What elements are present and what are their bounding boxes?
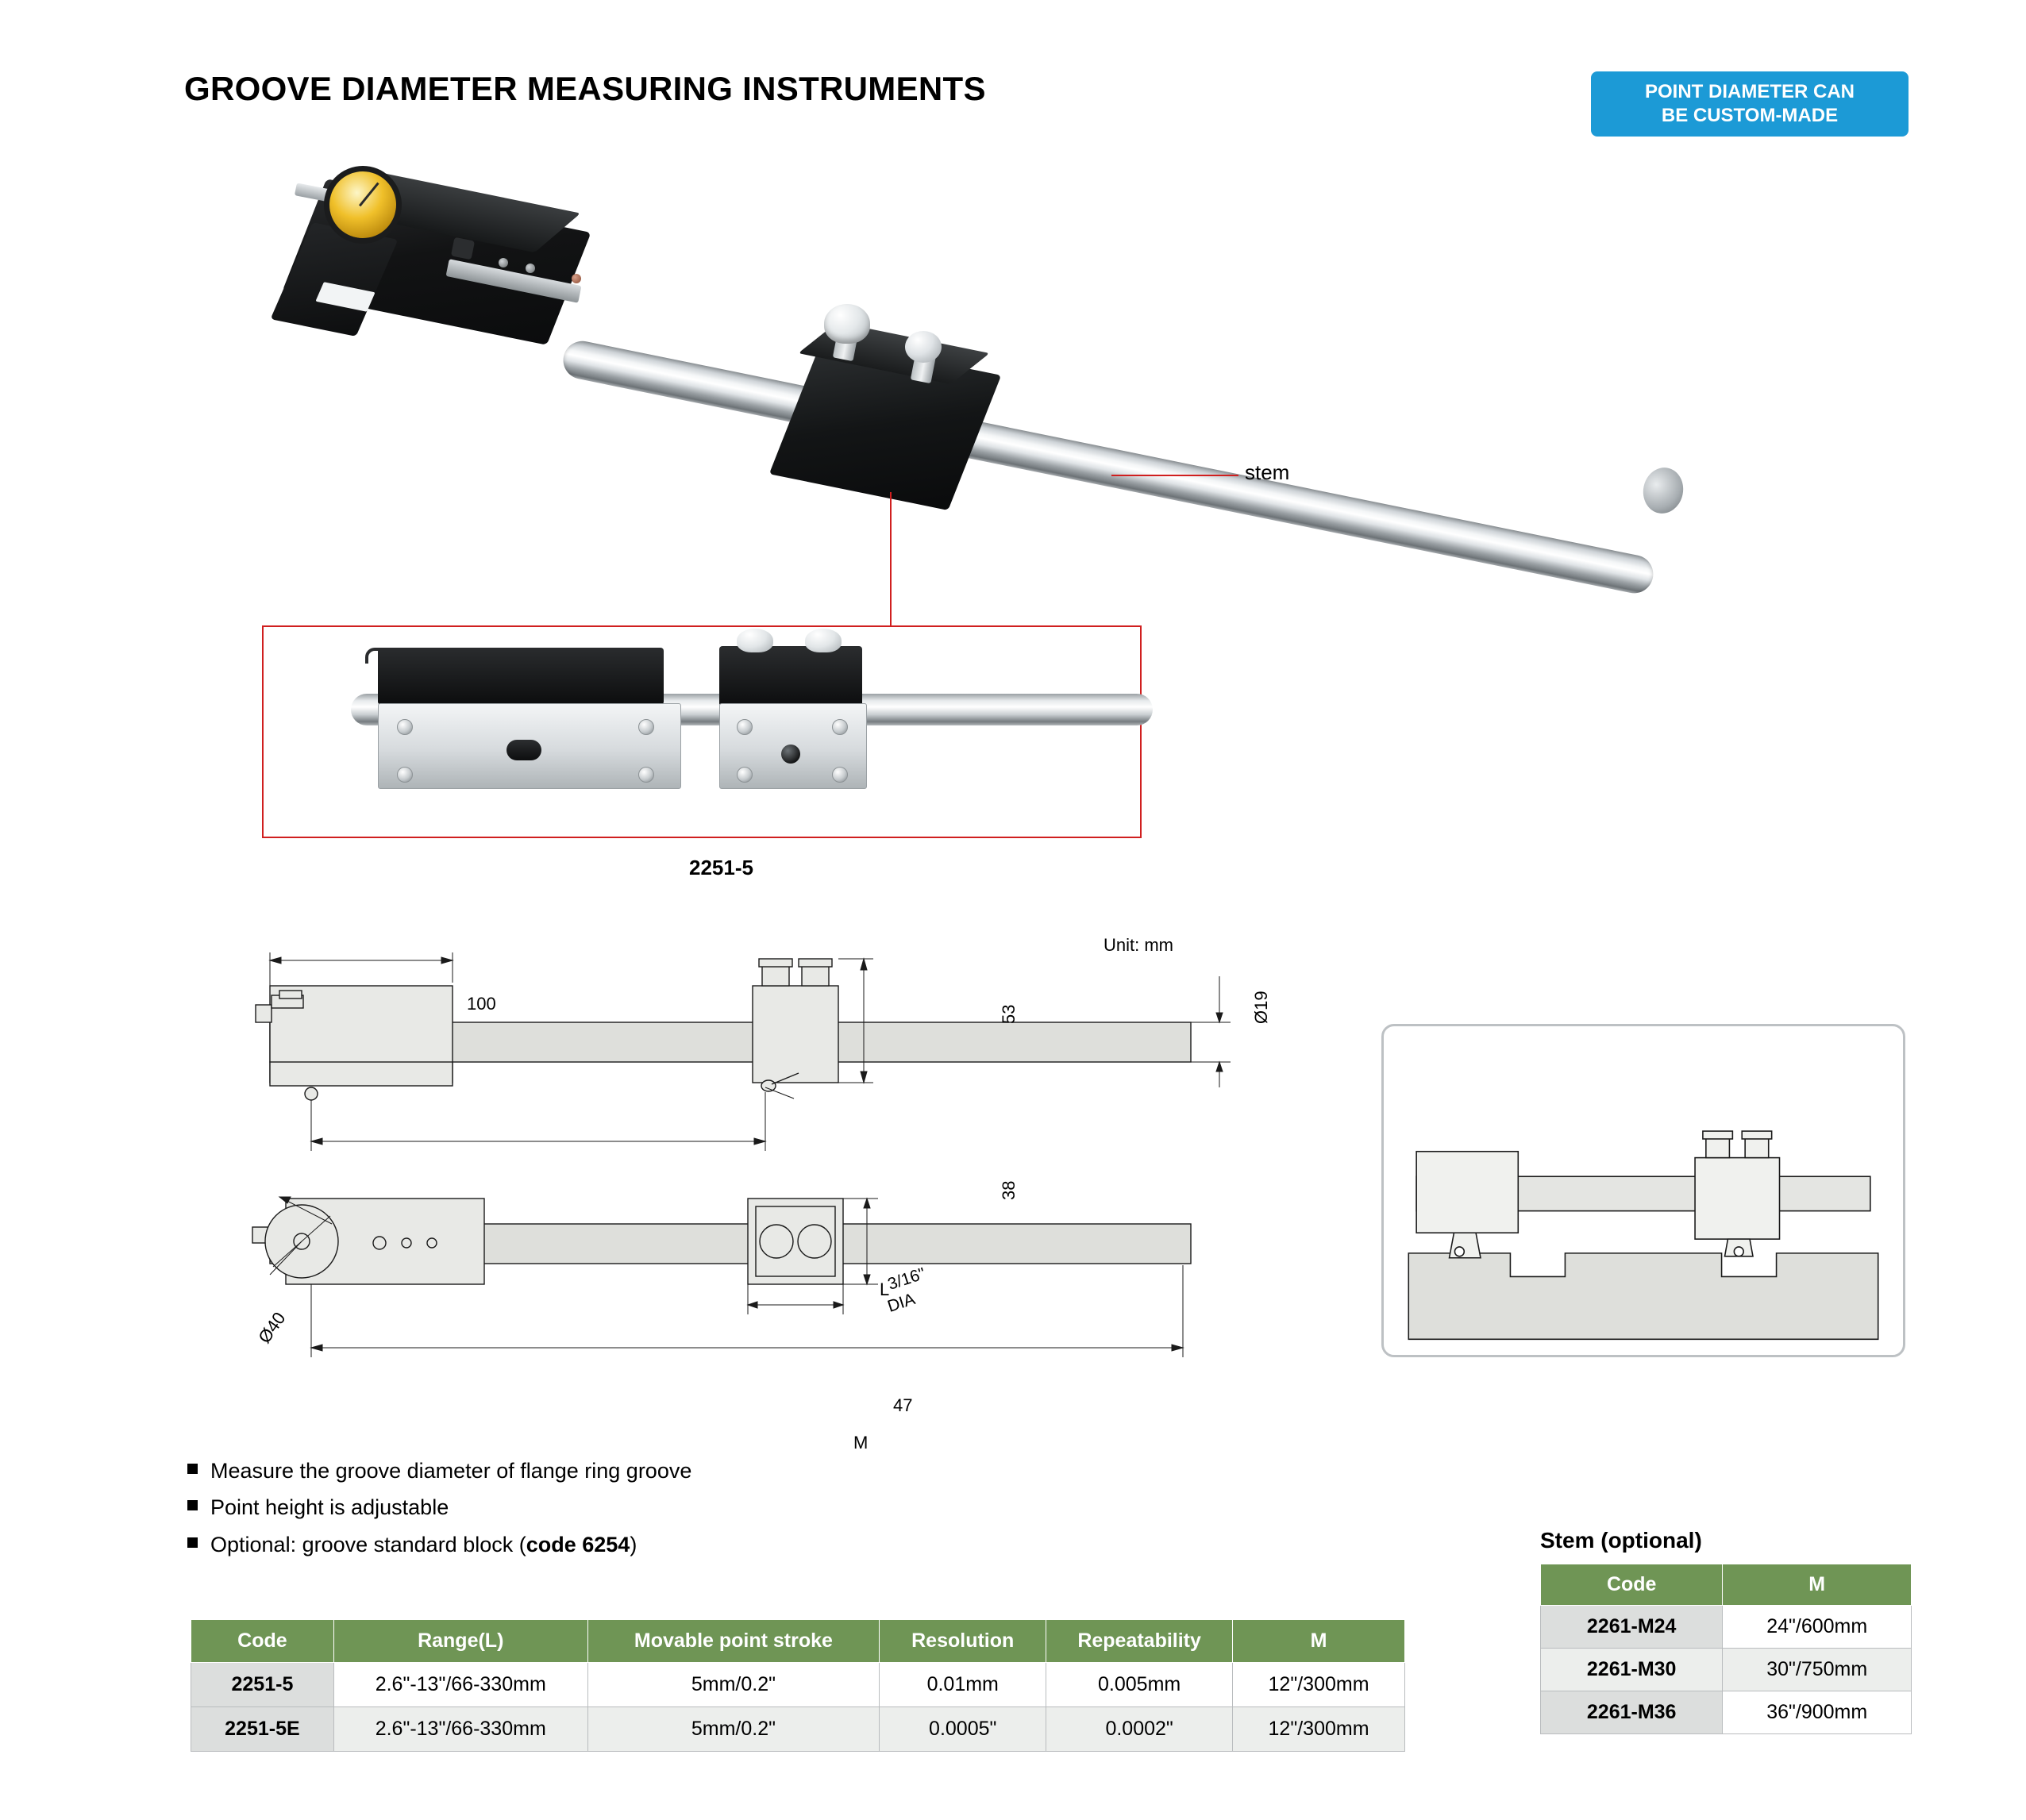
th-m: M bbox=[1233, 1620, 1405, 1663]
feature-text: Point height is adjustable bbox=[210, 1495, 449, 1520]
closeup-screw-6-graphic bbox=[832, 719, 848, 735]
table-row bbox=[191, 1707, 1405, 1752]
cell-repeatability: 0.0002" bbox=[1046, 1707, 1233, 1752]
stem-table-row bbox=[1541, 1691, 1912, 1734]
stem-leader-line bbox=[1111, 475, 1238, 476]
point-dia-label-2: DIA bbox=[885, 1290, 918, 1316]
stem-options-table bbox=[1540, 1564, 1912, 1734]
optional-suffix: ) bbox=[630, 1532, 637, 1556]
feature-text-optional bbox=[210, 1526, 637, 1563]
badge-line-2: BE CUSTOM-MADE bbox=[1661, 105, 1839, 126]
cell-m: 12"/300mm bbox=[1233, 1663, 1405, 1707]
th-stroke: Movable point stroke bbox=[587, 1620, 880, 1663]
technical-drawing bbox=[238, 929, 1238, 1397]
cell-code: 2251-5 bbox=[191, 1663, 334, 1707]
table-row bbox=[191, 1663, 1405, 1707]
closeup-screw-2-graphic bbox=[638, 719, 654, 735]
cell-repeatability: 0.005mm bbox=[1046, 1663, 1233, 1707]
closeup-screw-8-graphic bbox=[832, 767, 848, 783]
closeup-screw-3-graphic bbox=[397, 767, 413, 783]
stem-end-cap-graphic bbox=[1639, 464, 1688, 518]
dim-47-label: 47 bbox=[893, 1395, 913, 1415]
carriage-knob-2-graphic bbox=[905, 331, 942, 363]
cell-stroke: 5mm/0.2" bbox=[587, 1663, 880, 1707]
stem-table-header-row bbox=[1541, 1564, 1912, 1606]
cell-range: 2.6"-13"/66-330mm bbox=[333, 1663, 587, 1707]
stem-shaft-graphic bbox=[560, 337, 1656, 596]
cell-m: 12"/300mm bbox=[1233, 1707, 1405, 1752]
th-resolution: Resolution bbox=[880, 1620, 1046, 1663]
th-stem-m: M bbox=[1723, 1564, 1912, 1606]
th-code: Code bbox=[191, 1620, 334, 1663]
stem-table-title: Stem (optional) bbox=[1540, 1528, 1702, 1553]
optional-code: code 6254 bbox=[526, 1532, 630, 1556]
badge-line-1: POINT DIAMETER CAN bbox=[1645, 81, 1855, 102]
cell-code: 2251-5E bbox=[191, 1707, 334, 1752]
bullet-square-icon bbox=[187, 1537, 198, 1548]
custom-made-badge bbox=[1591, 71, 1909, 137]
unit-label: Unit: mm bbox=[1104, 935, 1173, 955]
carriage-knob-1-graphic bbox=[824, 304, 870, 344]
product-photo-closeup bbox=[262, 625, 1142, 838]
cell-stem-code: 2261-M36 bbox=[1541, 1691, 1723, 1734]
optional-prefix: Optional: groove standard block ( bbox=[210, 1532, 526, 1556]
cell-stroke: 5mm/0.2" bbox=[587, 1707, 880, 1752]
dim-40-label: Ø40 bbox=[254, 1308, 290, 1347]
cell-resolution: 0.0005" bbox=[880, 1707, 1046, 1752]
cell-range: 2.6"-13"/66-330mm bbox=[333, 1707, 587, 1752]
dim-53-label: 53 bbox=[999, 1004, 1019, 1024]
closeup-connector bbox=[857, 492, 1000, 635]
page-title: GROOVE DIAMETER MEASURING INSTRUMENTS bbox=[184, 70, 986, 107]
head-screw-3-graphic bbox=[572, 274, 581, 283]
closeup-screw-4-graphic bbox=[638, 767, 654, 783]
closeup-screw-5-graphic bbox=[737, 719, 753, 735]
badge-text bbox=[1645, 80, 1855, 128]
th-stem-code: Code bbox=[1541, 1564, 1723, 1606]
stem-callout-label: stem bbox=[1245, 460, 1290, 484]
dim-L-label: L bbox=[880, 1279, 890, 1299]
cell-resolution: 0.01mm bbox=[880, 1663, 1046, 1707]
dim-M-label: M bbox=[853, 1433, 869, 1453]
cell-stem-code: 2261-M24 bbox=[1541, 1606, 1723, 1649]
table-header-row bbox=[191, 1620, 1405, 1663]
feature-text: Measure the groove diameter of flange ring groove bbox=[210, 1459, 692, 1483]
closeup-screw-7-graphic bbox=[737, 767, 753, 783]
closeup-screw-1-graphic bbox=[397, 719, 413, 735]
specifications-table bbox=[191, 1619, 1405, 1752]
cell-stem-m: 36"/900mm bbox=[1723, 1691, 1912, 1734]
cell-stem-m: 30"/750mm bbox=[1723, 1649, 1912, 1691]
feature-item bbox=[187, 1453, 691, 1489]
cell-stem-code: 2261-M30 bbox=[1541, 1649, 1723, 1691]
dim-38-label: 38 bbox=[999, 1180, 1019, 1200]
closeup-head-dark-graphic bbox=[378, 648, 664, 705]
dim-100-label: 100 bbox=[467, 994, 496, 1014]
closeup-knob-1-graphic bbox=[737, 629, 773, 652]
head-screw-2-graphic bbox=[526, 264, 535, 273]
feature-item-optional bbox=[187, 1526, 691, 1563]
point-dia-label-1: 3/16" bbox=[885, 1264, 928, 1294]
application-illustration bbox=[1381, 1024, 1905, 1357]
head-button-graphic bbox=[451, 237, 475, 260]
bullet-square-icon bbox=[187, 1500, 198, 1510]
feature-item bbox=[187, 1489, 691, 1526]
closeup-carriage-dark-graphic bbox=[719, 646, 862, 706]
closeup-point-graphic bbox=[506, 740, 541, 760]
dim-19-label: Ø19 bbox=[1251, 991, 1271, 1024]
closeup-caption: 2251-5 bbox=[689, 856, 753, 879]
th-range: Range(L) bbox=[333, 1620, 587, 1663]
closeup-center-boss-graphic bbox=[781, 745, 800, 764]
head-screw-1-graphic bbox=[499, 258, 508, 267]
bullet-square-icon bbox=[187, 1464, 198, 1474]
stem-table-row bbox=[1541, 1649, 1912, 1691]
stem-table-row bbox=[1541, 1606, 1912, 1649]
closeup-knob-2-graphic bbox=[805, 629, 842, 652]
th-repeatability: Repeatability bbox=[1046, 1620, 1233, 1663]
feature-list bbox=[187, 1453, 691, 1563]
cell-stem-m: 24"/600mm bbox=[1723, 1606, 1912, 1649]
